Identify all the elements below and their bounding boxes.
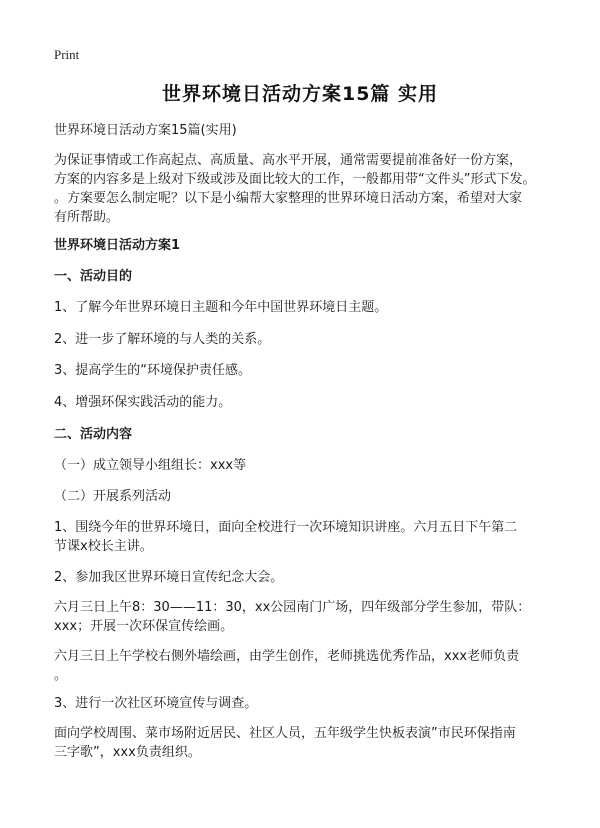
subsection-leadership: （一）成立领导小组组长：xxx等 [54, 458, 247, 473]
goal-item: 1、了解今年世界环境日主题和今年中国世界环境日主题。 [54, 300, 388, 315]
subsection-activities: （二）开展系列活动 [54, 489, 172, 504]
goal-item: 2、进一步了解环境的与人类的关系。 [54, 332, 271, 347]
activity-conference: 2、参加我区世界环境日宣传纪念大会。 [54, 570, 284, 585]
document-title: 世界环境日活动方案15篇 实用 [161, 83, 439, 105]
activity-community: 3、进行一次社区环境宣传与调查。 [54, 696, 258, 711]
painting-line: 六月三日上午学校右侧外墙绘画，由学生创作，老师挑选优秀作品，xxx老师负责 [54, 649, 520, 664]
part1-heading: 一、活动目的 [54, 269, 133, 284]
intro-line: 方案的内容多是上级对下级或涉及面比较大的工作，一般都用带“文件头”形式下发。 [54, 172, 536, 187]
part2-heading: 二、活动内容 [54, 427, 133, 442]
survey-line: 三字歌”，xxx负责组织。 [54, 745, 201, 760]
goal-item: 3、提高学生的“环境保护责任感。 [54, 363, 252, 378]
activity-line: 节课x校长主讲。 [54, 539, 153, 554]
intro-line: 。方案要怎么制定呢？以下是小编帮大家整理的世界环境日活动方案，希望对大家 [54, 191, 523, 206]
print-label: Print [54, 47, 80, 62]
document-subtitle: 世界环境日活动方案15篇(实用) [54, 123, 237, 138]
schedule-line: 六月三日上午8：30——11：30，xx公园南门广场，四年级部分学生参加，带队： [54, 600, 531, 615]
intro-line: 为保证事情或工作高起点、高质量、高水平开展，通常需要提前准备好一份方案， [54, 153, 523, 168]
activity-lecture [54, 518, 554, 556]
activity-line: 1、围绕今年的世界环境日，面向全校进行一次环境知识讲座。六月五日下午第二 [54, 520, 518, 535]
schedule-line: xxx；开展一次环保宣传绘画。 [54, 619, 234, 634]
section-heading: 世界环境日活动方案1 [54, 238, 181, 253]
survey-paragraph [54, 724, 554, 762]
painting-line-end: 。 [54, 668, 68, 683]
intro-line: 有所帮助。 [54, 210, 120, 225]
intro-paragraph [54, 151, 554, 227]
schedule-paragraph [54, 598, 554, 636]
goal-item: 4、增强环保实践活动的能力。 [54, 395, 232, 410]
painting-paragraph [54, 647, 554, 685]
survey-line: 面向学校周围、菜市场附近居民、社区人员，五年级学生快板表演”市民环保指南 [54, 726, 516, 741]
